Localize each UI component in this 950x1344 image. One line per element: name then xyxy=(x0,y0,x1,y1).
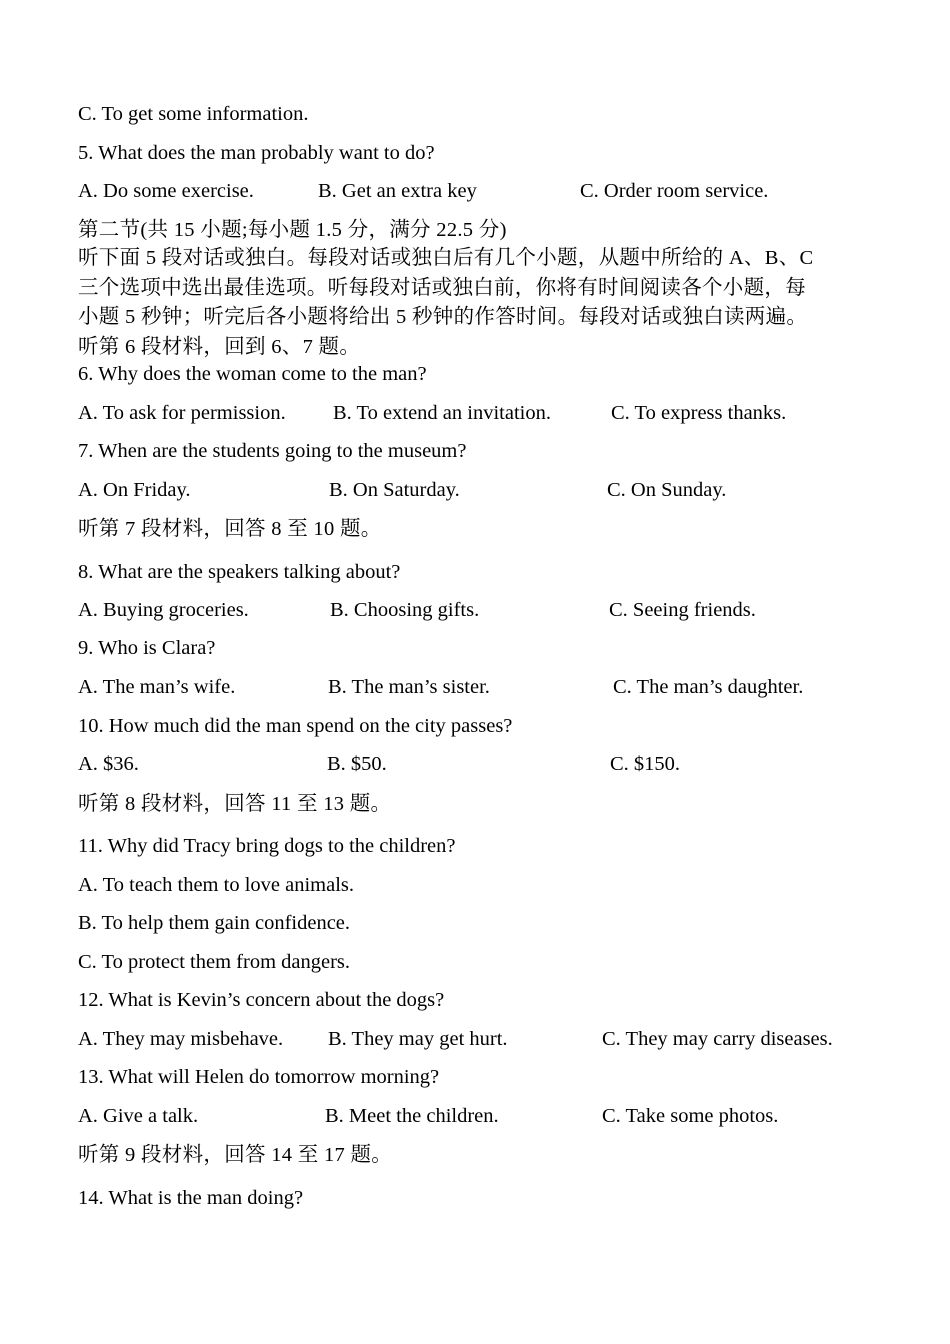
material-8-heading: 听第 8 段材料，回答 11 至 13 题。 xyxy=(78,793,392,815)
option-12a: A. They may misbehave. xyxy=(78,1028,284,1050)
option-10b: B. $50. xyxy=(327,753,387,775)
instruction-line-1: 听下面 5 段对话或独白。每段对话或独白后有几个小题，从题中所给的 A、B、C xyxy=(78,247,814,269)
option-11c: C. To protect them from dangers. xyxy=(78,951,351,973)
option-5c: C. Order room service. xyxy=(580,180,769,202)
section-2-title: 第二节(共 15 小题;每小题 1.5 分，满分 22.5 分) xyxy=(78,219,507,241)
option-13c: C. Take some photos. xyxy=(602,1105,779,1127)
option-7c: C. On Sunday. xyxy=(607,479,727,501)
question-6: 6. Why does the woman come to the man? xyxy=(78,363,427,385)
option-8c: C. Seeing friends. xyxy=(609,599,756,621)
instruction-line-3: 小题 5 秒钟；听完后各小题将给出 5 秒钟的作答时间。每段对话或独白读两遍。 xyxy=(78,306,808,329)
option-10a: A. $36. xyxy=(78,753,139,775)
option-4c: C. To get some information. xyxy=(78,103,309,125)
option-11b: B. To help them gain confidence. xyxy=(78,912,351,934)
option-12b: B. They may get hurt. xyxy=(328,1028,508,1050)
option-5b: B. Get an extra key xyxy=(318,180,477,202)
question-7: 7. When are the students going to the museum? xyxy=(78,440,467,462)
material-7-heading: 听第 7 段材料，回答 8 至 10 题。 xyxy=(78,518,382,540)
option-10c: C. $150. xyxy=(610,753,681,775)
question-12: 12. What is Kevin’s concern about the dogs? xyxy=(78,989,445,1011)
instruction-line-2: 三个选项中选出最佳选项。听每段对话或独白前，你将有时间阅读各个小题，每 xyxy=(78,276,806,299)
option-6c: C. To express thanks. xyxy=(611,402,787,424)
question-13: 13. What will Helen do tomorrow morning? xyxy=(78,1066,440,1088)
material-6-heading: 听第 6 段材料，回到 6、7 题。 xyxy=(78,335,361,358)
option-9a: A. The man’s wife. xyxy=(78,676,236,698)
option-6b: B. To extend an invitation. xyxy=(333,402,551,424)
option-8a: A. Buying groceries. xyxy=(78,599,249,621)
option-8b: B. Choosing gifts. xyxy=(330,599,480,621)
question-14: 14. What is the man doing? xyxy=(78,1187,304,1209)
section-2-instructions xyxy=(78,244,874,362)
question-10: 10. How much did the man spend on the city passes? xyxy=(78,715,513,737)
option-5a: A. Do some exercise. xyxy=(78,180,254,202)
option-12c: C. They may carry diseases. xyxy=(602,1028,833,1050)
question-11: 11. Why did Tracy bring dogs to the children? xyxy=(78,835,456,857)
option-13a: A. Give a talk. xyxy=(78,1105,199,1127)
option-7a: A. On Friday. xyxy=(78,479,191,501)
option-6a: A. To ask for permission. xyxy=(78,402,286,424)
question-8: 8. What are the speakers talking about? xyxy=(78,561,401,583)
question-5: 5. What does the man probably want to do? xyxy=(78,142,435,164)
option-7b: B. On Saturday. xyxy=(329,479,460,501)
option-13b: B. Meet the children. xyxy=(325,1105,499,1127)
option-9c: C. The man’s daughter. xyxy=(613,676,804,698)
question-9: 9. Who is Clara? xyxy=(78,637,216,659)
option-9b: B. The man’s sister. xyxy=(328,676,490,698)
option-11a: A. To teach them to love animals. xyxy=(78,874,355,896)
material-9-heading: 听第 9 段材料，回答 14 至 17 题。 xyxy=(78,1144,393,1166)
